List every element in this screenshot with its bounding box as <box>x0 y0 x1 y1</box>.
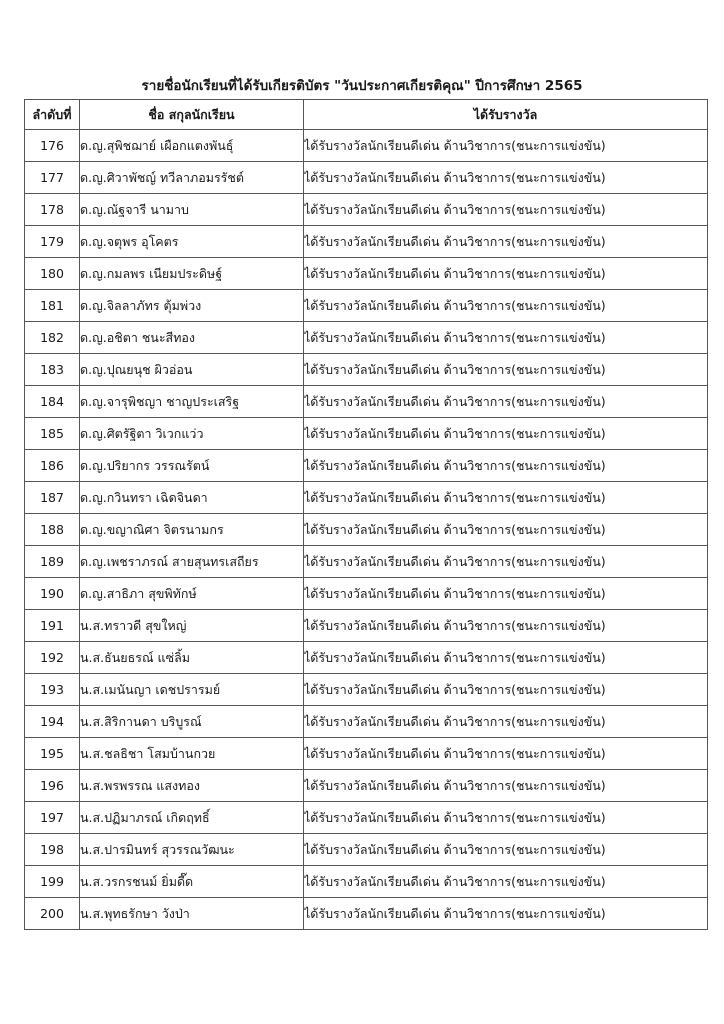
student-name: ด.ญ.กวินทรา เฉิดจินดา <box>80 482 304 514</box>
row-number: 190 <box>25 578 80 610</box>
table-row <box>25 898 708 930</box>
student-name: ด.ญ.ศิวาพัชญ์ ทวีลาภอมรรัชต์ <box>80 162 304 194</box>
student-name: ด.ญ.ปริยากร วรรณรัตน์ <box>80 450 304 482</box>
award-description: ได้รับรางวัลนักเรียนดีเด่น ด้านวิชาการ(ชนะการแข่งขัน) <box>304 514 708 546</box>
student-name: ด.ญ.ขญาณิศา จิตรนามกร <box>80 514 304 546</box>
header-award: ได้รับรางวัล <box>304 100 708 130</box>
table-row <box>25 706 708 738</box>
row-number: 182 <box>25 322 80 354</box>
row-number: 181 <box>25 290 80 322</box>
student-name: ด.ญ.ศิตรัฐิตา วิเวกแว่ว <box>80 418 304 450</box>
award-description: ได้รับรางวัลนักเรียนดีเด่น ด้านวิชาการ(ชนะการแข่งขัน) <box>304 354 708 386</box>
table-row <box>25 130 708 162</box>
header-row <box>25 100 708 130</box>
student-name: ด.ญ.สุพิชฌาย์ เผือกแตงพันธุ์ <box>80 130 304 162</box>
student-name: น.ส.สิริกานดา บริบูรณ์ <box>80 706 304 738</box>
table-row <box>25 482 708 514</box>
row-number: 185 <box>25 418 80 450</box>
row-number: 187 <box>25 482 80 514</box>
award-description: ได้รับรางวัลนักเรียนดีเด่น ด้านวิชาการ(ชนะการแข่งขัน) <box>304 738 708 770</box>
table-row <box>25 802 708 834</box>
student-name: น.ส.ปารมินทร์ สุวรรณวัฒนะ <box>80 834 304 866</box>
student-name: น.ส.วรกรชนม์ ยิ่มดี๊ด <box>80 866 304 898</box>
award-description: ได้รับรางวัลนักเรียนดีเด่น ด้านวิชาการ(ชนะการแข่งขัน) <box>304 610 708 642</box>
table-row <box>25 834 708 866</box>
student-name: ด.ญ.กมลพร เนียมประดิษฐ์ <box>80 258 304 290</box>
award-description: ได้รับรางวัลนักเรียนดีเด่น ด้านวิชาการ(ชนะการแข่งขัน) <box>304 546 708 578</box>
table-row <box>25 866 708 898</box>
table-row <box>25 386 708 418</box>
award-description: ได้รับรางวัลนักเรียนดีเด่น ด้านวิชาการ(ชนะการแข่งขัน) <box>304 162 708 194</box>
award-description: ได้รับรางวัลนักเรียนดีเด่น ด้านวิชาการ(ชนะการแข่งขัน) <box>304 258 708 290</box>
award-description: ได้รับรางวัลนักเรียนดีเด่น ด้านวิชาการ(ชนะการแข่งขัน) <box>304 290 708 322</box>
table-row <box>25 578 708 610</box>
award-description: ได้รับรางวัลนักเรียนดีเด่น ด้านวิชาการ(ชนะการแข่งขัน) <box>304 578 708 610</box>
award-description: ได้รับรางวัลนักเรียนดีเด่น ด้านวิชาการ(ชนะการแข่งขัน) <box>304 834 708 866</box>
student-name: ด.ญ.ปุณยนุช ผิวอ่อน <box>80 354 304 386</box>
header-name: ชื่อ สกุลนักเรียน <box>80 100 304 130</box>
student-name: ด.ญ.จารุพิชญา ชาญประเสริฐ <box>80 386 304 418</box>
table-row <box>25 738 708 770</box>
table-row <box>25 674 708 706</box>
award-description: ได้รับรางวัลนักเรียนดีเด่น ด้านวิชาการ(ชนะการแข่งขัน) <box>304 322 708 354</box>
award-description: ได้รับรางวัลนักเรียนดีเด่น ด้านวิชาการ(ชนะการแข่งขัน) <box>304 226 708 258</box>
row-number: 196 <box>25 770 80 802</box>
student-name: ด.ญ.จตุพร อุโคตร <box>80 226 304 258</box>
table-row <box>25 258 708 290</box>
student-name: น.ส.ชลธิชา โสมบ้านกวย <box>80 738 304 770</box>
table-header <box>25 100 708 130</box>
row-number: 176 <box>25 130 80 162</box>
student-name: ด.ญ.ณัฐจารี นามาบ <box>80 194 304 226</box>
row-number: 189 <box>25 546 80 578</box>
table-row <box>25 322 708 354</box>
student-name: ด.ญ.เพชราภรณ์ สายสุนทรเสถียร <box>80 546 304 578</box>
award-description: ได้รับรางวัลนักเรียนดีเด่น ด้านวิชาการ(ชนะการแข่งขัน) <box>304 898 708 930</box>
table-row <box>25 514 708 546</box>
row-number: 200 <box>25 898 80 930</box>
award-description: ได้รับรางวัลนักเรียนดีเด่น ด้านวิชาการ(ชนะการแข่งขัน) <box>304 674 708 706</box>
student-name: น.ส.เมนันญา เดชปรารมย์ <box>80 674 304 706</box>
award-description: ได้รับรางวัลนักเรียนดีเด่น ด้านวิชาการ(ชนะการแข่งขัน) <box>304 706 708 738</box>
row-number: 177 <box>25 162 80 194</box>
award-description: ได้รับรางวัลนักเรียนดีเด่น ด้านวิชาการ(ชนะการแข่งขัน) <box>304 482 708 514</box>
award-description: ได้รับรางวัลนักเรียนดีเด่น ด้านวิชาการ(ชนะการแข่งขัน) <box>304 770 708 802</box>
row-number: 184 <box>25 386 80 418</box>
table-row <box>25 610 708 642</box>
table-body <box>25 130 708 930</box>
table-row <box>25 546 708 578</box>
row-number: 178 <box>25 194 80 226</box>
award-description: ได้รับรางวัลนักเรียนดีเด่น ด้านวิชาการ(ชนะการแข่งขัน) <box>304 450 708 482</box>
table-row <box>25 642 708 674</box>
row-number: 180 <box>25 258 80 290</box>
row-number: 188 <box>25 514 80 546</box>
row-number: 183 <box>25 354 80 386</box>
row-number: 199 <box>25 866 80 898</box>
row-number: 194 <box>25 706 80 738</box>
award-description: ได้รับรางวัลนักเรียนดีเด่น ด้านวิชาการ(ชนะการแข่งขัน) <box>304 130 708 162</box>
award-description: ได้รับรางวัลนักเรียนดีเด่น ด้านวิชาการ(ชนะการแข่งขัน) <box>304 802 708 834</box>
award-description: ได้รับรางวัลนักเรียนดีเด่น ด้านวิชาการ(ชนะการแข่งขัน) <box>304 194 708 226</box>
row-number: 193 <box>25 674 80 706</box>
row-number: 197 <box>25 802 80 834</box>
award-description: ได้รับรางวัลนักเรียนดีเด่น ด้านวิชาการ(ชนะการแข่งขัน) <box>304 418 708 450</box>
table-row <box>25 194 708 226</box>
table-row <box>25 450 708 482</box>
document-title: รายชื่อนักเรียนที่ได้รับเกียรติบัตร "วันประกาศเกียรติคุณ" ปีการศึกษา 2565 <box>141 78 583 94</box>
table-row <box>25 226 708 258</box>
award-description: ได้รับรางวัลนักเรียนดีเด่น ด้านวิชาการ(ชนะการแข่งขัน) <box>304 866 708 898</box>
student-name: น.ส.พรพรรณ แสงทอง <box>80 770 304 802</box>
student-name: น.ส.ปฏิมาภรณ์ เกิดฤทธิ์ <box>80 802 304 834</box>
student-name: น.ส.ทราวดี สุขใหญ่ <box>80 610 304 642</box>
row-number: 192 <box>25 642 80 674</box>
table-row <box>25 290 708 322</box>
award-description: ได้รับรางวัลนักเรียนดีเด่น ด้านวิชาการ(ชนะการแข่งขัน) <box>304 386 708 418</box>
student-name: น.ส.พุทธรักษา วังป่า <box>80 898 304 930</box>
table-row <box>25 418 708 450</box>
student-name: น.ส.ธันยธรณ์ แซ่ลิ้ม <box>80 642 304 674</box>
row-number: 191 <box>25 610 80 642</box>
student-name: ด.ญ.สาธิภา สุขพิทักษ์ <box>80 578 304 610</box>
award-roster-table <box>24 99 708 930</box>
student-name: ด.ญ.อชิตา ชนะสีทอง <box>80 322 304 354</box>
row-number: 186 <box>25 450 80 482</box>
table-row <box>25 162 708 194</box>
student-name: ด.ญ.จิลลาภัทร ตุ้มพ่วง <box>80 290 304 322</box>
award-description: ได้รับรางวัลนักเรียนดีเด่น ด้านวิชาการ(ชนะการแข่งขัน) <box>304 642 708 674</box>
table-row <box>25 354 708 386</box>
table-row <box>25 770 708 802</box>
row-number: 195 <box>25 738 80 770</box>
row-number: 179 <box>25 226 80 258</box>
row-number: 198 <box>25 834 80 866</box>
header-no: ลำดับที่ <box>25 100 80 130</box>
